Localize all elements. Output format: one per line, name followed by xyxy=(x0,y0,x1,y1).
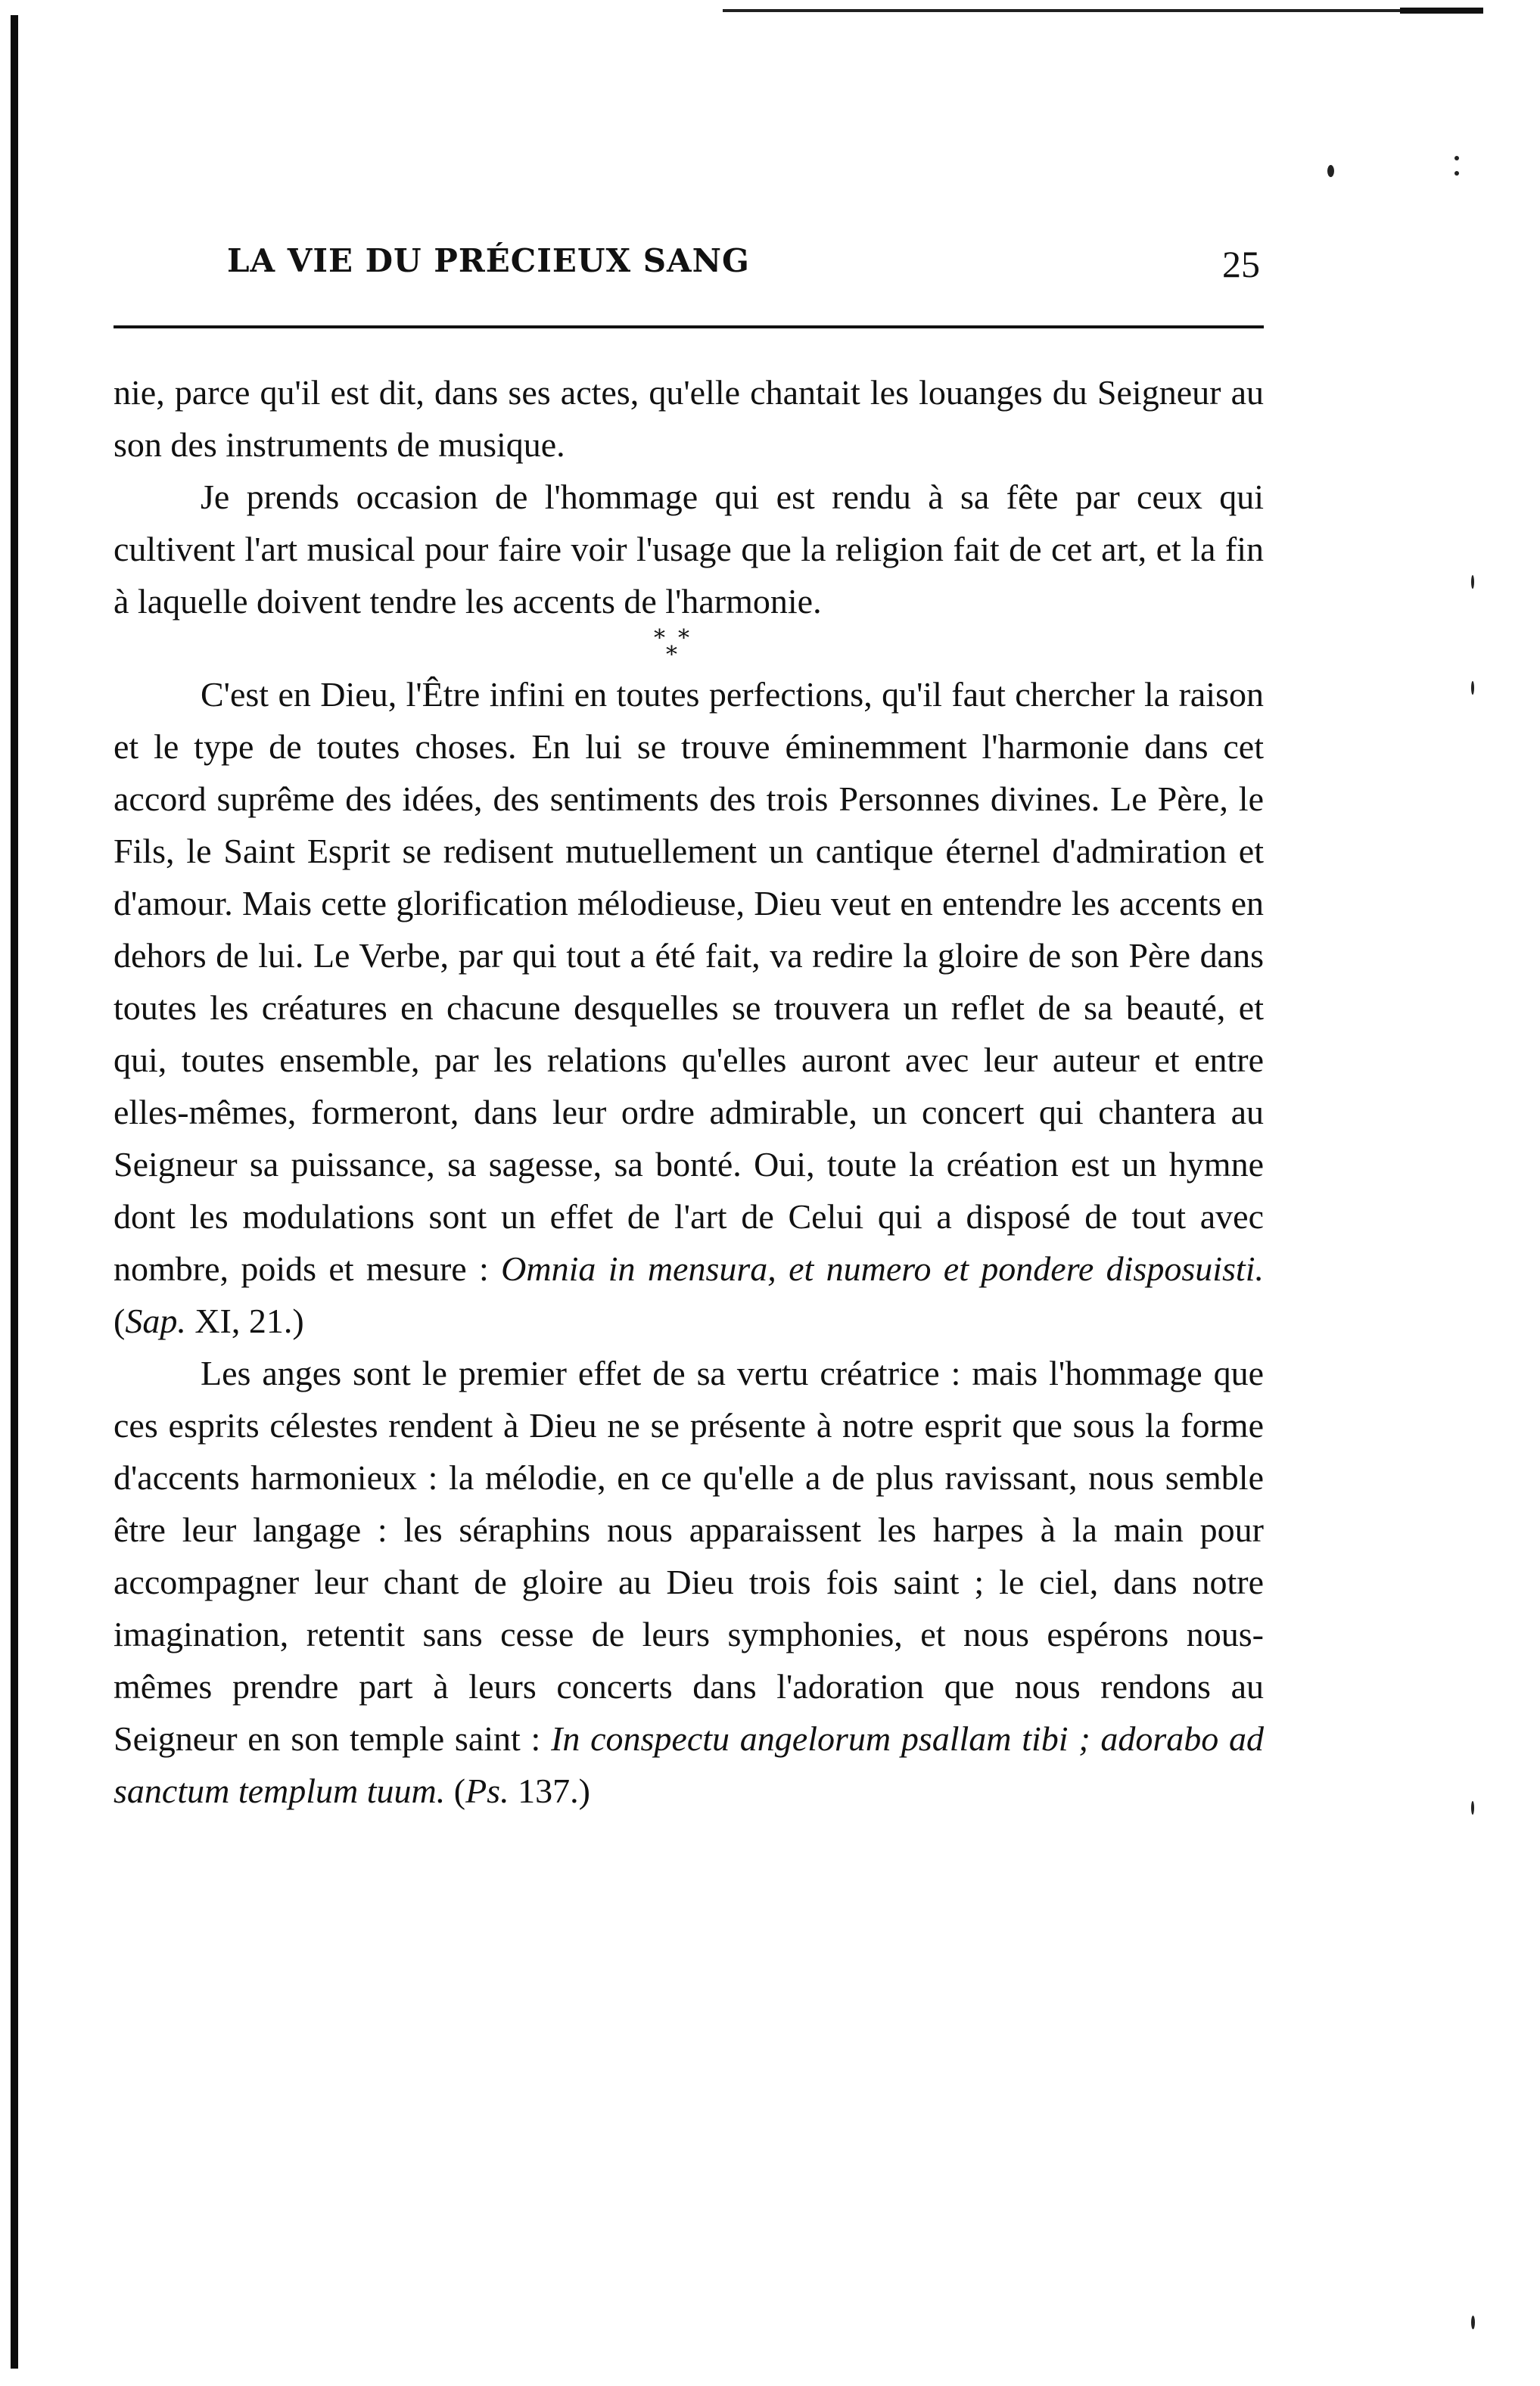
top-edge-rule xyxy=(723,9,1482,12)
asterism-divider xyxy=(114,627,1264,668)
asterisk: * xyxy=(678,625,689,652)
asterisk: * xyxy=(654,625,665,652)
paragraph xyxy=(114,471,1264,627)
book-spine-shadow xyxy=(11,15,18,2369)
ink-speck xyxy=(1471,2316,1475,2329)
paragraph xyxy=(114,1347,1264,1817)
body-text xyxy=(114,366,1264,1817)
page-number: 25 xyxy=(1222,243,1260,285)
running-title: LA VIE DU PRÉCIEUX SANG xyxy=(227,242,750,279)
paragraph-continuation xyxy=(114,366,1264,471)
citation-book: Ps. xyxy=(465,1772,509,1810)
ink-speck xyxy=(1471,681,1474,695)
ink-speck xyxy=(1471,575,1474,589)
citation-book: Sap. xyxy=(125,1302,186,1340)
citation-reference: 137.) xyxy=(509,1772,590,1810)
top-edge-mark xyxy=(1400,8,1483,14)
asterisk: * xyxy=(666,642,677,668)
ink-speck xyxy=(1327,165,1334,177)
citation-open: ( xyxy=(114,1302,126,1340)
ink-speck xyxy=(1454,156,1459,160)
citation-open: ( xyxy=(445,1772,466,1810)
latin-quotation: In conspectu angelorum psallam tibi ; adorabo ad sanctum templum tuum. xyxy=(114,1719,1264,1810)
page-header xyxy=(227,242,1260,288)
header-rule xyxy=(114,325,1264,328)
citation-reference: XI, 21.) xyxy=(185,1302,304,1340)
latin-quotation: Omnia in mensura, et numero et pondere disposuisti. xyxy=(501,1249,1264,1288)
ink-speck xyxy=(1471,1801,1474,1815)
paragraph-text: Les anges sont le premier effet de sa vertu créatrice : mais l'hommage que ces esprits célestes rendent à Dieu ne se présente à notre esprit que sous la forme d'accents harmonieux : la mélodie, en ce qu'elle a de plus ravissant, nous semble être leur langage : les séraphins nous apparaissent les harpes à la main pour accompagner leur chant de gloire au Dieu trois fois saint ; le ciel, dans notre imagination, retentit sans cesse de leurs symphonies, et nous espérons nous-mêmes prendre part à leurs concerts dans l'adoration que nous rendons au Seigneur en son temple saint : xyxy=(114,1354,1264,1758)
paragraph xyxy=(114,668,1264,1347)
paragraph-text: Je prends occasion de l'hommage qui est rendu à sa fête par ceux qui cultivent l'art musical pour faire voir l'usage que la religion fait de cet art, et la fin à laquelle doivent tendre les accents de l'harmonie. xyxy=(114,478,1264,621)
paragraph-text: nie, parce qu'il est dit, dans ses actes, qu'elle chantait les louanges du Seigneur au son des instruments de musique. xyxy=(114,373,1264,464)
paragraph-text: C'est en Dieu, l'Être infini en toutes perfections, qu'il faut chercher la raison et le type de toutes choses. En lui se trouve éminemment l'harmonie dans cet accord suprême des idées, des sentiments des trois Personnes divines. Le Père, le Fils, le Saint Esprit se redisent mutuellement un cantique éternel d'admiration et d'amour. Mais cette glorification mélodieuse, Dieu veut en entendre les accents en dehors de lui. Le Verbe, par qui tout a été fait, va redire la gloire de son Père dans toutes les créatures en chacune desquelles se trouvera un reflet de sa beauté, et qui, toutes ensemble, par les relations qu'elles auront avec leur auteur et entre elles-mêmes, formeront, dans leur ordre admirable, un concert qui chantera au Seigneur sa puissance, sa sagesse, sa bonté. Oui, toute la création est un hymne dont les modulations sont un effet de l'art de Celui qui a disposé de tout avec nombre, poids et mesure : xyxy=(114,675,1264,1288)
ink-speck xyxy=(1454,171,1459,176)
